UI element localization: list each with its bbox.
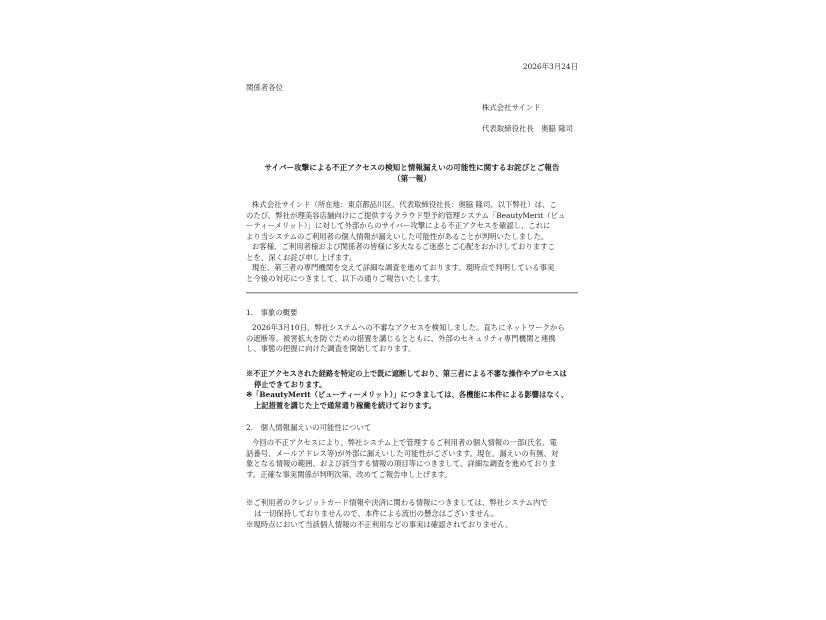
section-1-notes [246, 369, 586, 411]
press-release-page [246, 0, 578, 620]
section-2-heading: 2. 個人情報漏えいの可能性について [246, 423, 372, 432]
intro-line: お客様、ご利用者様および関係者の皆様に多大なるご迷惑とご心配をおかけしておりますこ [251, 242, 555, 251]
intro-line: と今後の対応につきまして、以下の通りご報告いたします。 [246, 273, 445, 283]
intro-line: より当システムのご利用者の個人情報が漏えいした可能性があることが判明いたしました。 [246, 231, 549, 241]
intro-line: 株式会社サインド（所在地：東京都品川区、代表取締役社長：奥脇 隆司、以下弊社）は、こ [251, 200, 557, 209]
section-2-line: 今回の不正アクセスにより、弊社システム上で管理するご利用者の個人情報の一部(氏名、電 [251, 438, 557, 447]
title-line-1: サイバー攻撃による不正アクセスの検知と情報漏えいの可能性に関するお詫びとご報告 [264, 163, 560, 172]
release-date: 2026年3月24日 [522, 62, 578, 71]
title-line-2: （第一報） [393, 173, 431, 183]
note-line: ※ご利用者のクレジットカード情報や決済に関わる情報につきましては、弊社システム内で [246, 498, 548, 507]
section-1-line: の遮断等、被害拡大を防ぐための措置を講じるとともに、外部のセキュリティ専門機関と連携 [246, 333, 556, 343]
note-line: ※不正アクセスされた経路を特定の上で既に遮断しており、第三者による不審な操作やプロセスは [246, 369, 567, 378]
section-1-heading: 1. 事象の概要 [246, 308, 298, 317]
note-line: は一切保持しておりませんので、本件による流出の懸念はございません。 [254, 509, 499, 518]
section-2-paragraph [246, 438, 578, 480]
section-2-line: 話番号、メールアドレス等)が外部に漏えいした可能性がございます。現在、漏えいの有無、対 [246, 448, 559, 458]
document-title [246, 163, 578, 184]
intro-line: のたび、弊社が理美容店舗向けにご提供するクラウド型予約管理システム「BeautyMerit（ビュ [246, 210, 566, 220]
recipient-line: 関係者各位 [246, 83, 283, 92]
note-line: ※現時点において当該個人情報の不正利用などの事実は確認されておりません。 [246, 520, 513, 529]
section-divider [246, 292, 578, 294]
intro-line: 現在、第三者の専門機関を交えて詳細な調査を進めております。現時点で判明している事実 [251, 263, 555, 272]
section-1-paragraph [246, 323, 578, 355]
section-1-line: 2026年3月10日、弊社システムへの不審なアクセスを検知しました。直ちにネットワークから [251, 323, 565, 332]
sender-company: 株式会社サインド [482, 103, 541, 112]
intro-paragraph [246, 200, 578, 284]
intro-line: とを、深くお詫び申し上げます。 [246, 252, 357, 262]
section-1-line: し、事態の把握に向けた調査を開始しております。 [246, 344, 416, 353]
intro-line: ーティーメリット）」に対して外部からのサイバー攻撃による不正アクセスを確認し、これに [246, 221, 551, 230]
section-2-notes [246, 497, 586, 530]
section-2-line: 象となる情報の範囲、および該当する情報の項目等につきまして、詳細な調査を進めておりま [246, 459, 557, 468]
section-2-line: す。正確な事実関係が判明次第、改めてご報告申し上げます。 [246, 469, 452, 479]
note-line: ※「BeautyMerit（ビューティーメリット）」につきましては、各機能に本件による影響はなく、 [246, 390, 569, 399]
note-line: 停止できております。 [254, 379, 327, 389]
note-line: 上記措置を講じた上で通常通り稼働を続けております。 [254, 400, 436, 410]
sender-representative: 代表取締役社長 奥脇 隆司 [482, 124, 574, 133]
